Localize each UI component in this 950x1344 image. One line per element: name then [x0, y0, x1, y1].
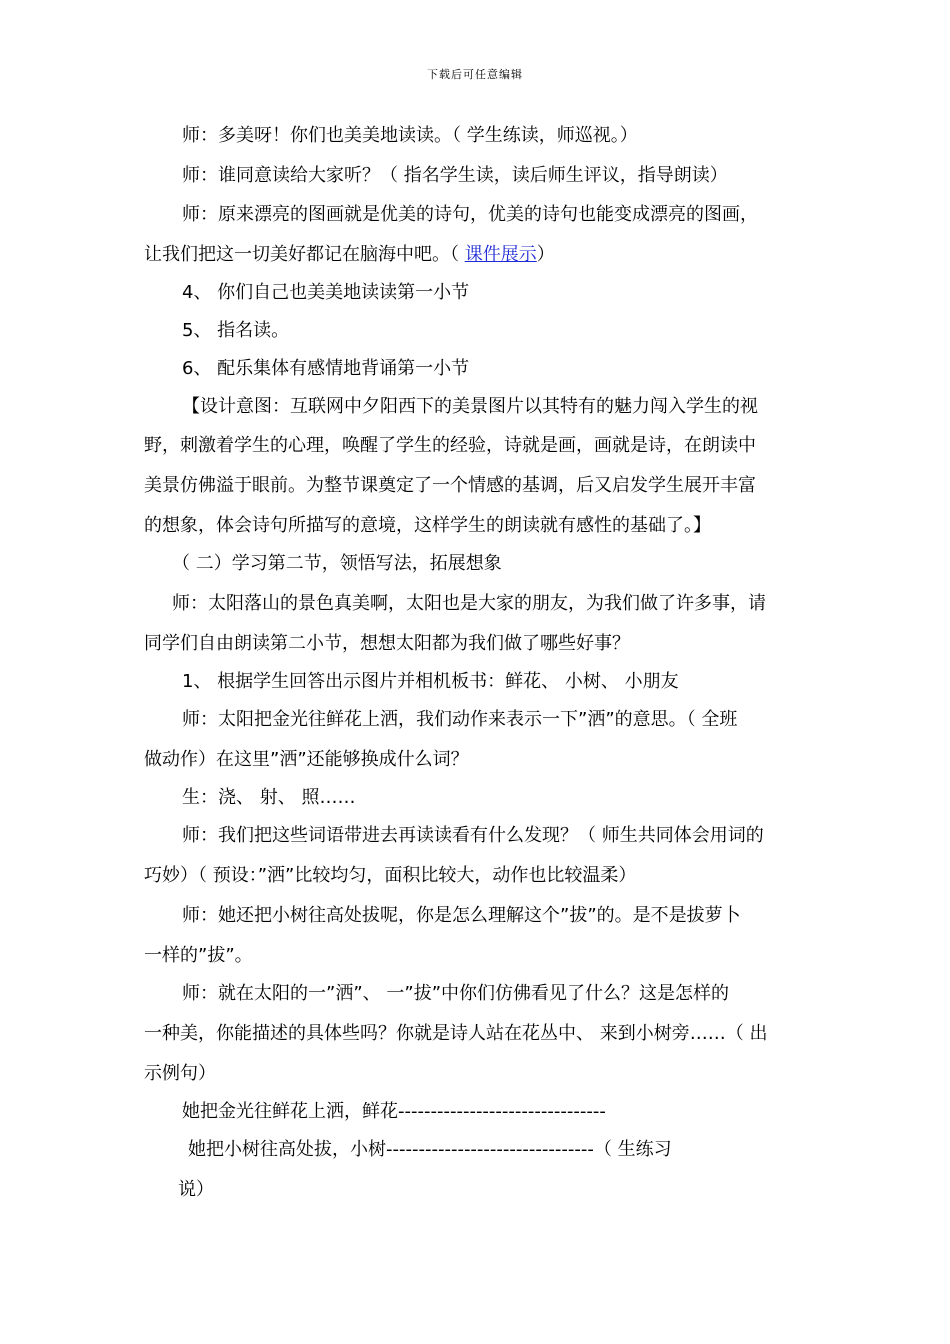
paragraph-line: 师：谁同意读给大家听？（ 指名学生读，读后师生评议，指导朗读）	[182, 165, 728, 186]
paragraph-line: 师：她还把小树往高处拔呢，你是怎么理解这个”拔”的。是不是拔萝卜	[182, 905, 741, 926]
design-intent-line: 美景仿佛溢于眼前。为整节课奠定了一个情感的基调，后又启发学生展开丰富	[144, 475, 756, 496]
paragraph-line: 一样的”拔”。	[144, 945, 253, 966]
numbered-item: 5、 指名读。	[182, 320, 290, 341]
example-sentence: 她把小树往高处拔，小树--------------------------------（ 生练习	[188, 1139, 672, 1160]
paragraph-line: 同学们自由朗读第二小节，想想太阳都为我们做了哪些好事？	[144, 633, 630, 654]
courseware-link[interactable]: 课件展示	[464, 244, 537, 265]
paragraph-line: 巧妙）（ 预设：”洒”比较均匀，面积比较大，动作也比较温柔）	[144, 865, 637, 886]
paragraph-line: 说）	[178, 1179, 214, 1200]
paragraph-line: 生：浇、 射、 照……	[182, 787, 356, 808]
line-text: 让我们把这一切美好都记在脑海中吧。（	[144, 244, 465, 265]
paragraph-line: 师：就在太阳的一”洒”、 一”拔”中你们仿佛看见了什么？这是怎样的	[182, 983, 730, 1004]
paragraph-line: 师：原来漂亮的图画就是优美的诗句，优美的诗句也能变成漂亮的图画，	[182, 204, 758, 225]
numbered-item: 6、 配乐集体有感情地背诵第一小节	[182, 358, 470, 379]
example-sentence: 她把金光往鲜花上洒，鲜花--------------------------------	[182, 1101, 606, 1122]
paragraph-line	[144, 243, 555, 267]
section-heading: （ 二）学习第二节，领悟写法，拓展想象	[172, 553, 502, 574]
numbered-item: 4、 你们自己也美美地读读第一小节	[182, 282, 470, 303]
paragraph-line: 做动作）在这里”洒”还能够换成什么词？	[144, 749, 469, 770]
paragraph-line: 示例句）	[144, 1063, 216, 1084]
paragraph-line: 师：我们把这些词语带进去再读读看有什么发现？（ 师生共同体会用词的	[182, 825, 764, 846]
paragraph-line: 师：太阳落山的景色真美啊，太阳也是大家的朋友，为我们做了许多事，请	[172, 593, 766, 614]
design-intent-line: 【设计意图：互联网中夕阳西下的美景图片以其特有的魅力闯入学生的视	[182, 396, 758, 417]
numbered-item: 1、 根据学生回答出示图片并相机板书：鲜花、 小树、 小朋友	[182, 671, 679, 692]
paragraph-line: 师：多美呀！你们也美美地读读。（ 学生练读，师巡视。）	[182, 125, 638, 146]
paragraph-line: 一种美，你能描述的具体些吗？你就是诗人站在花丛中、 来到小树旁……（ 出	[144, 1023, 768, 1044]
design-intent-line: 的想象，体会诗句所描写的意境，这样学生的朗读就有感性的基础了。】	[144, 515, 711, 536]
design-intent-line: 野，刺激着学生的心理，唤醒了学生的经验，诗就是画，画就是诗，在朗读中	[144, 435, 756, 456]
paragraph-line: 师：太阳把金光往鲜花上洒，我们动作来表示一下”洒”的意思。（ 全班	[182, 709, 738, 730]
page-header: 下载后可任意编辑	[427, 68, 523, 81]
line-text: ）	[536, 244, 555, 265]
